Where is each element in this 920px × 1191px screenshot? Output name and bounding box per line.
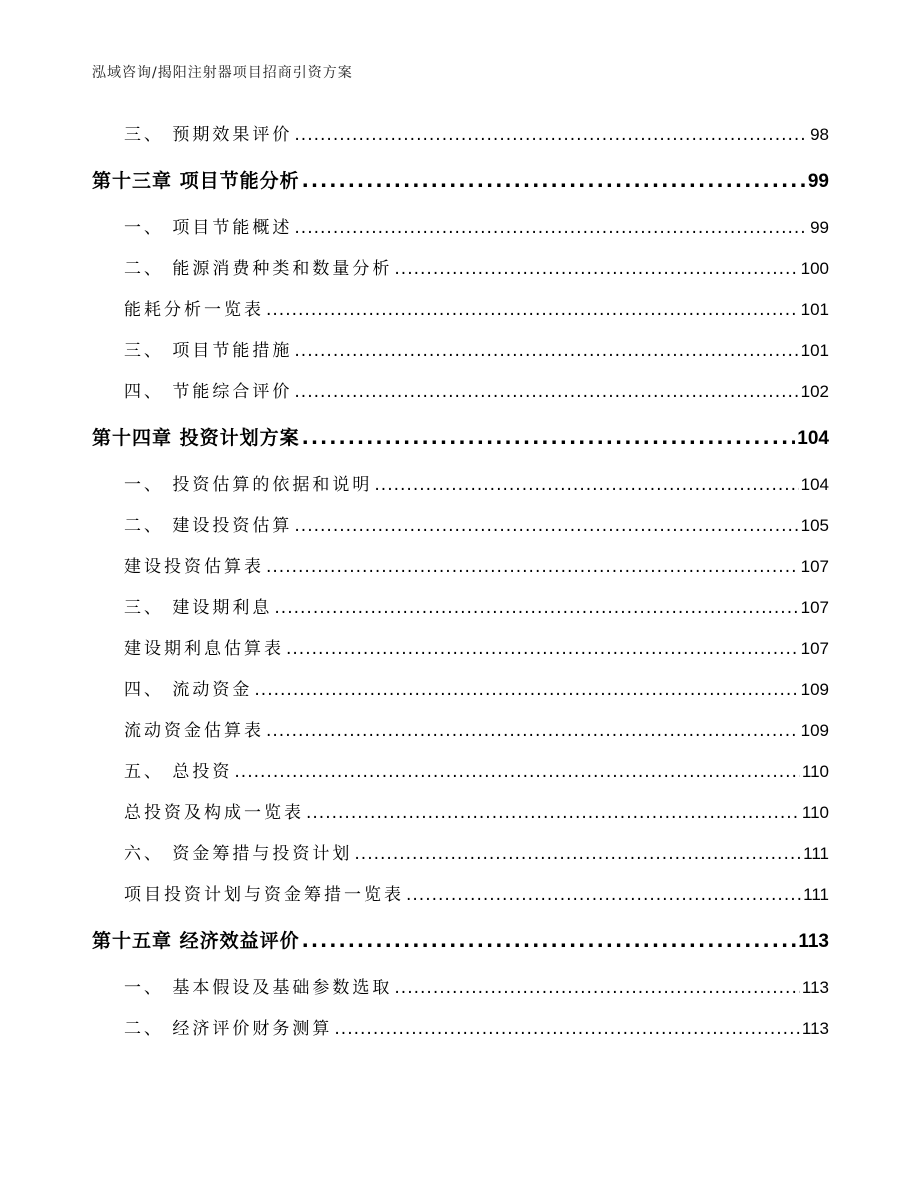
toc-leader-dots	[354, 834, 801, 875]
toc-leader-dots	[406, 875, 801, 916]
toc-leader-dots	[254, 670, 798, 711]
toc-leader-dots	[334, 1009, 799, 1050]
toc-entry[interactable]	[92, 464, 829, 505]
toc-entry-page: 98	[810, 125, 829, 144]
toc-leader-dots	[234, 752, 799, 793]
toc-entry-label: 一、 投资估算的依据和说明	[124, 475, 373, 495]
toc-entry-page: 113	[798, 931, 829, 952]
toc-entry-page: 110	[801, 803, 829, 822]
toc-entry[interactable]	[92, 248, 829, 289]
toc-entry-label: 五、 总投资	[124, 762, 233, 782]
toc-entry[interactable]	[92, 915, 829, 967]
toc-entry[interactable]	[92, 874, 829, 915]
toc-entry-page: 102	[800, 382, 829, 401]
toc-entry-page: 101	[800, 341, 829, 360]
toc-entry-page: 109	[800, 721, 829, 740]
toc-leader-dots	[302, 412, 796, 464]
toc-entry-label: 三、 建设期利息	[124, 598, 273, 618]
toc-entry-page: 109	[800, 680, 829, 699]
toc-entry-page: 111	[803, 844, 829, 863]
toc-entry-label: 建设期利息估算表	[124, 639, 284, 659]
toc-leader-dots	[306, 793, 800, 834]
toc-entry[interactable]	[92, 546, 829, 587]
toc-entry-label: 一、 项目节能概述	[124, 218, 293, 238]
toc-entry-page: 101	[800, 300, 829, 319]
toc-entry-page: 104	[797, 428, 829, 449]
toc-entry[interactable]	[92, 751, 829, 792]
toc-leader-dots	[274, 588, 798, 629]
toc-entry[interactable]	[92, 710, 829, 751]
toc-entry-page: 107	[800, 557, 829, 576]
toc-entry-page: 100	[800, 259, 829, 278]
toc-leader-dots	[394, 968, 799, 1009]
toc-entry-page: 110	[801, 762, 829, 781]
toc-leader-dots	[394, 249, 798, 290]
toc-leader-dots	[294, 208, 808, 249]
toc-entry-label: 第十五章 经济效益评价	[92, 930, 300, 952]
toc-entry-page: 99	[807, 171, 829, 192]
toc-entry[interactable]	[92, 330, 829, 371]
toc-entry-label: 第十四章 投资计划方案	[92, 427, 300, 449]
toc-entry[interactable]	[92, 114, 829, 155]
toc-entry-page: 113	[801, 1019, 829, 1038]
toc-entry-label: 二、 经济评价财务测算	[124, 1019, 333, 1039]
toc-leader-dots	[294, 372, 798, 413]
toc-leader-dots	[286, 629, 799, 670]
toc-entry-page: 107	[800, 598, 829, 617]
toc-leader-dots	[374, 465, 798, 506]
toc-entry-label: 二、 建设投资估算	[124, 516, 293, 536]
toc-entry[interactable]	[92, 155, 829, 207]
toc-entry[interactable]	[92, 1008, 829, 1049]
toc-entry-label: 三、 预期效果评价	[124, 125, 293, 145]
toc-entry-page: 105	[800, 516, 829, 535]
toc-entry-label: 建设投资估算表	[124, 557, 264, 577]
toc-entry-label: 四、 节能综合评价	[124, 382, 293, 402]
toc-leader-dots	[294, 115, 808, 156]
toc-entry-label: 总投资及构成一览表	[124, 803, 304, 823]
toc-entry[interactable]	[92, 412, 829, 464]
toc-entry-page: 111	[803, 885, 829, 904]
toc-leader-dots	[302, 155, 806, 207]
toc-entry[interactable]	[92, 669, 829, 710]
toc-entry-page: 99	[810, 218, 829, 237]
toc-entry[interactable]	[92, 371, 829, 412]
toc-leader-dots	[294, 506, 798, 547]
toc-entry[interactable]	[92, 587, 829, 628]
toc-leader-dots	[266, 547, 799, 588]
toc-entry-label: 流动资金估算表	[124, 721, 264, 741]
toc-leader-dots	[266, 290, 799, 331]
toc-entry[interactable]	[92, 967, 829, 1008]
toc-entry-page: 107	[800, 639, 829, 658]
toc-entry-label: 第十三章 项目节能分析	[92, 170, 300, 192]
toc-entry-label: 二、 能源消费种类和数量分析	[124, 259, 393, 279]
header-rule	[92, 88, 828, 89]
toc-entry[interactable]	[92, 207, 829, 248]
toc-entry-label: 六、 资金筹措与投资计划	[124, 844, 353, 864]
toc-entry[interactable]	[92, 289, 829, 330]
toc-leader-dots	[266, 711, 799, 752]
toc-leader-dots	[294, 331, 798, 372]
toc-entry-label: 四、 流动资金	[124, 680, 253, 700]
toc-entry[interactable]	[92, 628, 829, 669]
toc-leader-dots	[302, 915, 797, 967]
toc-entry[interactable]	[92, 505, 829, 546]
toc-entry-page: 104	[800, 475, 829, 494]
toc-entry-label: 项目投资计划与资金筹措一览表	[124, 885, 404, 905]
table-of-contents	[92, 114, 829, 1049]
toc-entry-label: 一、 基本假设及基础参数选取	[124, 978, 393, 998]
toc-entry-label: 三、 项目节能措施	[124, 341, 293, 361]
toc-entry-page: 113	[801, 978, 829, 997]
toc-entry[interactable]	[92, 833, 829, 874]
running-header: 泓域咨询/揭阳注射器项目招商引资方案	[92, 65, 353, 81]
toc-entry[interactable]	[92, 792, 829, 833]
toc-entry-label: 能耗分析一览表	[124, 300, 264, 320]
